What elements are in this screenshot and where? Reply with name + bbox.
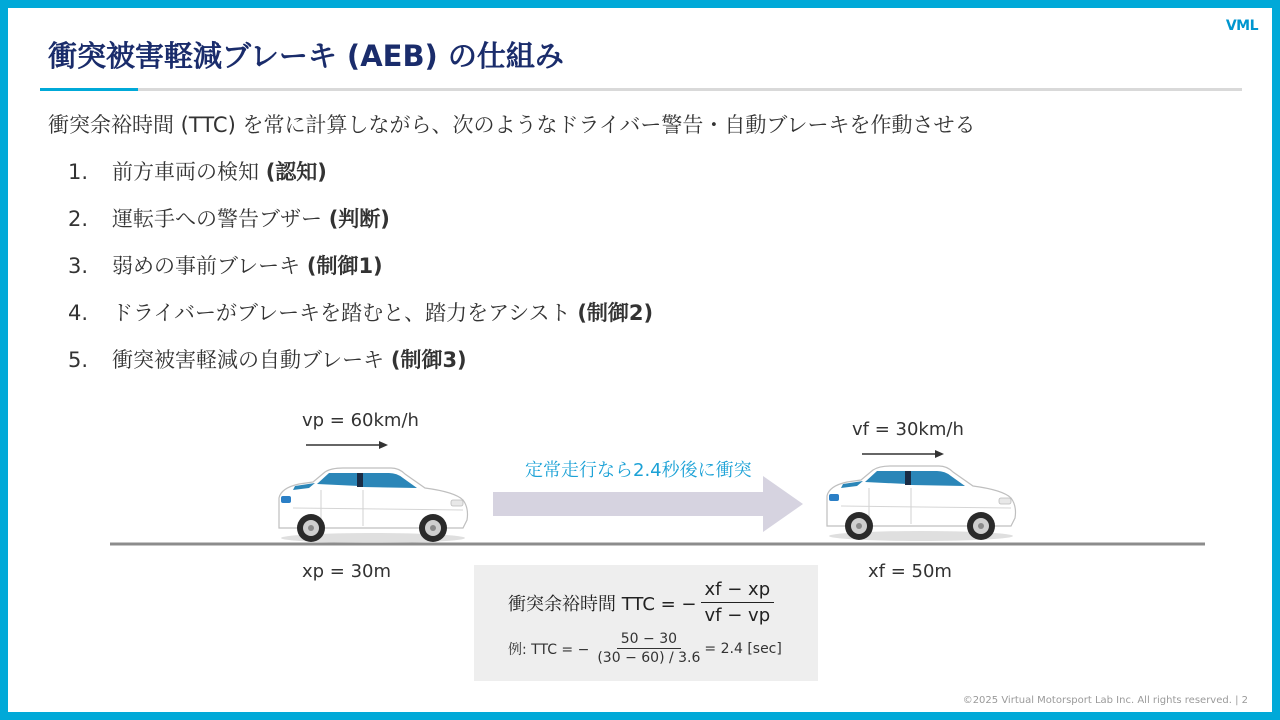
arrow-right-icon bbox=[493, 476, 803, 532]
step-text: 前方車両の検知 bbox=[112, 160, 266, 184]
formula-fraction bbox=[701, 579, 775, 626]
example-lhs: 例: TTC = − bbox=[508, 641, 590, 658]
step-tag: (制御3) bbox=[390, 348, 467, 372]
formula-denominator: vf − vp bbox=[704, 605, 771, 626]
slide bbox=[8, 8, 1272, 712]
example-result: = 2.4 [sec] bbox=[704, 640, 782, 657]
step-text: ドライバーがブレーキを踏むと、踏力をアシスト bbox=[112, 301, 578, 325]
step-tag: (制御1) bbox=[306, 254, 383, 278]
slide-title: 衝突被害軽減ブレーキ (AEB) の仕組み bbox=[48, 39, 564, 73]
ttc-diagram bbox=[8, 8, 1272, 712]
car-icon bbox=[279, 468, 468, 543]
footer-copyright: ©2025 Virtual Motorsport Lab Inc. All rights reserved. | 2 bbox=[962, 695, 1248, 706]
xp-label: xp = 30m bbox=[302, 561, 392, 582]
car-icon bbox=[827, 466, 1016, 541]
example-denominator: (30 − 60) / 3.6 bbox=[597, 650, 701, 666]
step-text: 衝突被害軽減の自動ブレーキ bbox=[112, 348, 391, 372]
step-number: 2. bbox=[68, 207, 89, 231]
company-logo: VML bbox=[1225, 18, 1258, 34]
ttc-formula bbox=[508, 579, 774, 626]
xf-label: xf = 50m bbox=[868, 561, 952, 582]
example-fraction bbox=[593, 631, 704, 666]
step-text: 運転手への警告ブザー bbox=[112, 207, 329, 231]
step-tag: (判断) bbox=[328, 207, 390, 231]
vp-label: vp = 60km/h bbox=[302, 410, 419, 431]
formula-box bbox=[474, 565, 818, 681]
step-tag: (制御2) bbox=[577, 301, 654, 325]
step-number: 4. bbox=[68, 301, 89, 325]
formula-numerator: xf − xp bbox=[701, 579, 775, 603]
intro-text: 衝突余裕時間 (TTC) を常に計算しながら、次のようなドライバー警告・自動ブレーキを作動させる bbox=[48, 113, 976, 137]
example-numerator: 50 − 30 bbox=[617, 631, 681, 649]
step-tag: (認知) bbox=[265, 160, 327, 184]
collision-caption: 定常走行なら2.4秒後に衝突 bbox=[525, 460, 752, 481]
step-number: 1. bbox=[68, 160, 89, 184]
formula-lhs: 衝突余裕時間 TTC = − bbox=[508, 593, 697, 615]
step-number: 5. bbox=[68, 348, 89, 372]
step-number: 3. bbox=[68, 254, 89, 278]
ttc-example bbox=[508, 631, 782, 666]
step-text: 弱めの事前ブレーキ bbox=[112, 254, 307, 278]
vf-label: vf = 30km/h bbox=[852, 419, 964, 440]
